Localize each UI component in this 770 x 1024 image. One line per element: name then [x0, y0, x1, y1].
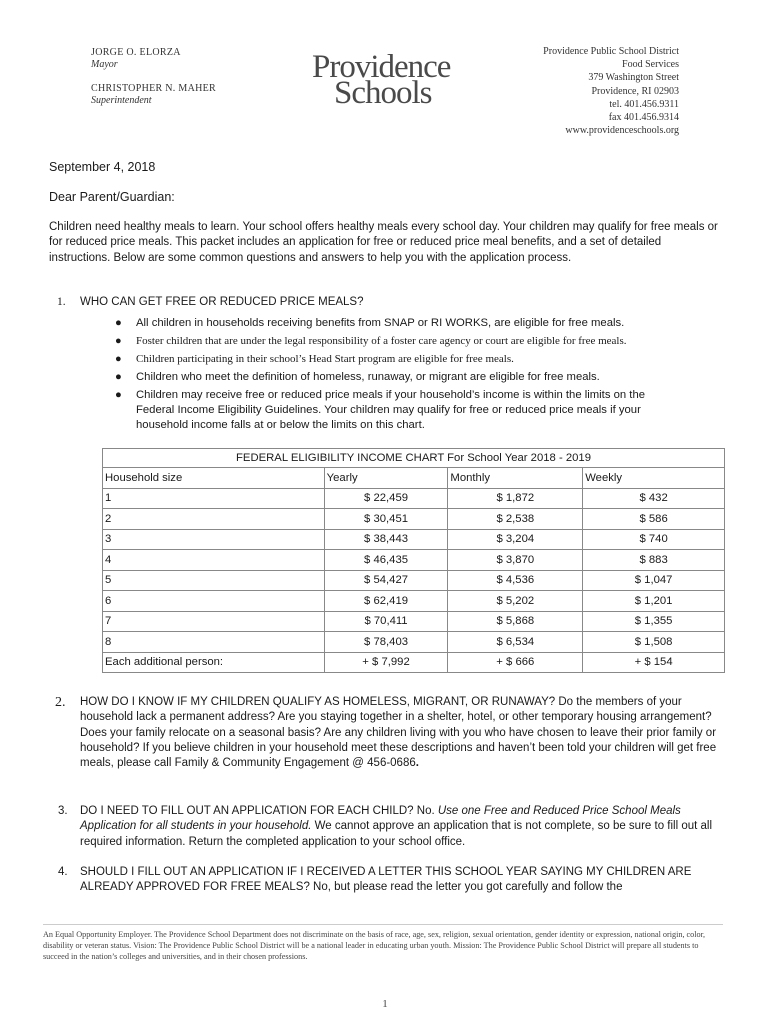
- table-row: [103, 632, 725, 653]
- providence-schools-logo: [312, 44, 452, 114]
- income-cell: $ 38,443: [324, 529, 448, 550]
- bullet-icon: ●: [115, 389, 122, 401]
- website-link[interactable]: www.providenceschools.org: [565, 125, 679, 137]
- income-cell: $ 46,435: [324, 550, 448, 571]
- address-line: Food Services: [622, 59, 679, 71]
- bullet-icon: ●: [115, 317, 122, 329]
- table-row: [103, 591, 725, 612]
- income-cell: $ 54,427: [324, 570, 448, 591]
- address-line: Providence Public School District: [543, 46, 679, 57]
- list-item-text: Children participating in their school’s Head Start program are eligible for free meals.: [136, 353, 514, 365]
- table-row: [103, 529, 725, 550]
- income-cell: $ 22,459: [324, 488, 448, 509]
- greeting: Dear Parent/Guardian:: [49, 190, 175, 204]
- income-cell: + $ 7,992: [324, 652, 448, 673]
- mayor-title: Mayor: [91, 59, 118, 70]
- question-number: 4.: [58, 866, 68, 878]
- list-item-text: Foster children that are under the legal responsibility of a foster care agency or court are eligible for free meals.: [136, 335, 627, 347]
- question-lead: DO I NEED TO FILL OUT AN APPLICATION FOR EACH CHILD? No.: [80, 805, 438, 817]
- household-size-cell: 7: [103, 611, 325, 632]
- household-size-cell: 4: [103, 550, 325, 571]
- address-line: 379 Washington Street: [588, 72, 679, 84]
- bullet-icon: ●: [115, 371, 122, 383]
- income-cell: $ 1,201: [583, 591, 725, 612]
- footer-statement: An Equal Opportunity Employer. The Providence School Department does not discriminate on the basis of race, age, sex, religion, sexual orientation, gender identity or expression, national origin, color, disability or veteran status. Vision: The Providence Public School District will be a national leader in educating urban youth. Mission: The Providence Public School District will prepare all students to succeed in the nation’s colleges and universities, and in their chosen professions.: [43, 930, 706, 961]
- bullet-icon: ●: [115, 335, 122, 347]
- question-emphasis: Use one Free and Reduced Price School Meals Application for all students in your household.: [80, 805, 681, 833]
- income-eligibility-table: [102, 448, 725, 673]
- income-cell: $ 1,872: [448, 488, 583, 509]
- income-cell: $ 5,868: [448, 611, 583, 632]
- income-cell: + $ 154: [583, 652, 725, 673]
- question-end: .: [415, 757, 419, 770]
- household-size-cell: 3: [103, 529, 325, 550]
- question-number: 2.: [55, 695, 66, 710]
- intro-text-b: . This packet includes an application for free or reduced price meal benefits, and a set of detailed instructions. Below are some common questions and answers to help you with the application process.: [49, 236, 662, 264]
- income-cell: + $ 666: [448, 652, 583, 673]
- income-cell: $ 62,419: [324, 591, 448, 612]
- district-address: [543, 45, 679, 137]
- footer-divider: [43, 924, 723, 925]
- income-cell: $ 1,355: [583, 611, 725, 632]
- superintendent-name: CHRISTOPHER N. MAHER: [91, 83, 216, 94]
- page-number: 1: [382, 998, 388, 1010]
- logo-line-2: Schools: [334, 75, 432, 111]
- income-cell: $ 1,047: [583, 570, 725, 591]
- table-body: [103, 488, 725, 673]
- list-item: [49, 316, 729, 331]
- address-line: fax 401.456.9314: [608, 112, 679, 124]
- table-header-row: [103, 468, 725, 489]
- table-row: [103, 652, 725, 673]
- household-size-cell: Each additional person:: [103, 652, 325, 673]
- income-cell: $ 3,870: [448, 550, 583, 571]
- column-header: Monthly: [448, 468, 583, 489]
- logo-line-1: Providence: [312, 49, 451, 85]
- column-header: Household size: [103, 468, 325, 489]
- table-row: [103, 488, 725, 509]
- address-line: Providence, RI 02903: [591, 85, 679, 97]
- household-size-cell: 6: [103, 591, 325, 612]
- question-rest: We cannot approve an application that is not complete, so be sure to fill out all required information. Return the completed application to your school office.: [80, 820, 713, 848]
- intro-text-a: Children need healthy meals to learn. Your school offers healthy meals every school day. Your children may qualify for free meals or for reduced price meals: [49, 221, 718, 249]
- income-cell: $ 1,508: [583, 632, 725, 653]
- income-cell: $ 78,403: [324, 632, 448, 653]
- income-cell: $ 586: [583, 509, 725, 530]
- income-cell: $ 2,538: [448, 509, 583, 530]
- income-cell: $ 5,202: [448, 591, 583, 612]
- income-cell: $ 30,451: [324, 509, 448, 530]
- income-cell: $ 3,204: [448, 529, 583, 550]
- question-title: WHO CAN GET FREE OR REDUCED PRICE MEALS?: [80, 296, 364, 308]
- table-row: [103, 550, 725, 571]
- income-cell: $ 70,411: [324, 611, 448, 632]
- table-caption: FEDERAL ELIGIBILITY INCOME CHART For School Year 2018 - 2019: [103, 449, 725, 468]
- table-row: [103, 509, 725, 530]
- income-cell: $ 883: [583, 550, 725, 571]
- eligibility-list: [49, 316, 729, 436]
- list-item-text: All children in households receiving benefits from SNAP or RI WORKS, are eligible for free meals.: [136, 317, 625, 329]
- list-item-text: Children may receive free or reduced price meals if your household’s income is within the limits on the Federal Income Eligibility Guidelines. Your children may qualify for free or reduced price meals if your household income falls at or below the limits on this chart.: [136, 389, 646, 431]
- letter-date: September 4, 2018: [49, 160, 156, 174]
- column-header: Yearly: [324, 468, 448, 489]
- list-item: [49, 388, 729, 433]
- table-caption-row: [103, 449, 725, 468]
- household-size-cell: 2: [103, 509, 325, 530]
- income-cell: $ 740: [583, 529, 725, 550]
- question-body: [80, 804, 730, 850]
- question-text: SHOULD I FILL OUT AN APPLICATION IF I RECEIVED A LETTER THIS SCHOOL YEAR SAYING MY CHILDREN ARE ALREADY APPROVED FOR FREE MEALS? No, but please read the letter you got carefully and follow the: [80, 866, 692, 894]
- household-size-cell: 8: [103, 632, 325, 653]
- list-item: [49, 334, 729, 349]
- income-cell: $ 6,534: [448, 632, 583, 653]
- superintendent-title: Superintendent: [91, 95, 152, 106]
- question-number: 1.: [57, 296, 66, 308]
- question-text: HOW DO I KNOW IF MY CHILDREN QUALIFY AS HOMELESS, MIGRANT, OR RUNAWAY? Do the members of your household lack a permanent address? Are you staying together in a shelter, hotel, or other temporary housing arrangement? Does your family relocate on a seasonal basis? Are any children living with you who have chosen to leave their prior family or household? If you believe children in your household meet these descriptions and haven’t been told your children will get free meals, please call Family & Community Engagement @ 456-0686: [80, 696, 717, 770]
- list-item: [49, 352, 729, 367]
- question-number: 3.: [58, 805, 68, 817]
- officials-block: [91, 47, 216, 107]
- table-row: [103, 611, 725, 632]
- household-size-cell: 5: [103, 570, 325, 591]
- question-body: [80, 695, 730, 771]
- income-cell: $ 4,536: [448, 570, 583, 591]
- intro-paragraph: [49, 220, 721, 266]
- household-size-cell: 1: [103, 488, 325, 509]
- list-item: [49, 370, 729, 385]
- list-item-text: Children who meet the definition of homeless, runaway, or migrant are eligible for free meals.: [136, 371, 600, 383]
- address-line: tel. 401.456.9311: [609, 98, 679, 110]
- bullet-icon: ●: [115, 353, 122, 365]
- table-row: [103, 570, 725, 591]
- mayor-name: JORGE O. ELORZA: [91, 47, 181, 58]
- column-header: Weekly: [583, 468, 725, 489]
- income-cell: $ 432: [583, 488, 725, 509]
